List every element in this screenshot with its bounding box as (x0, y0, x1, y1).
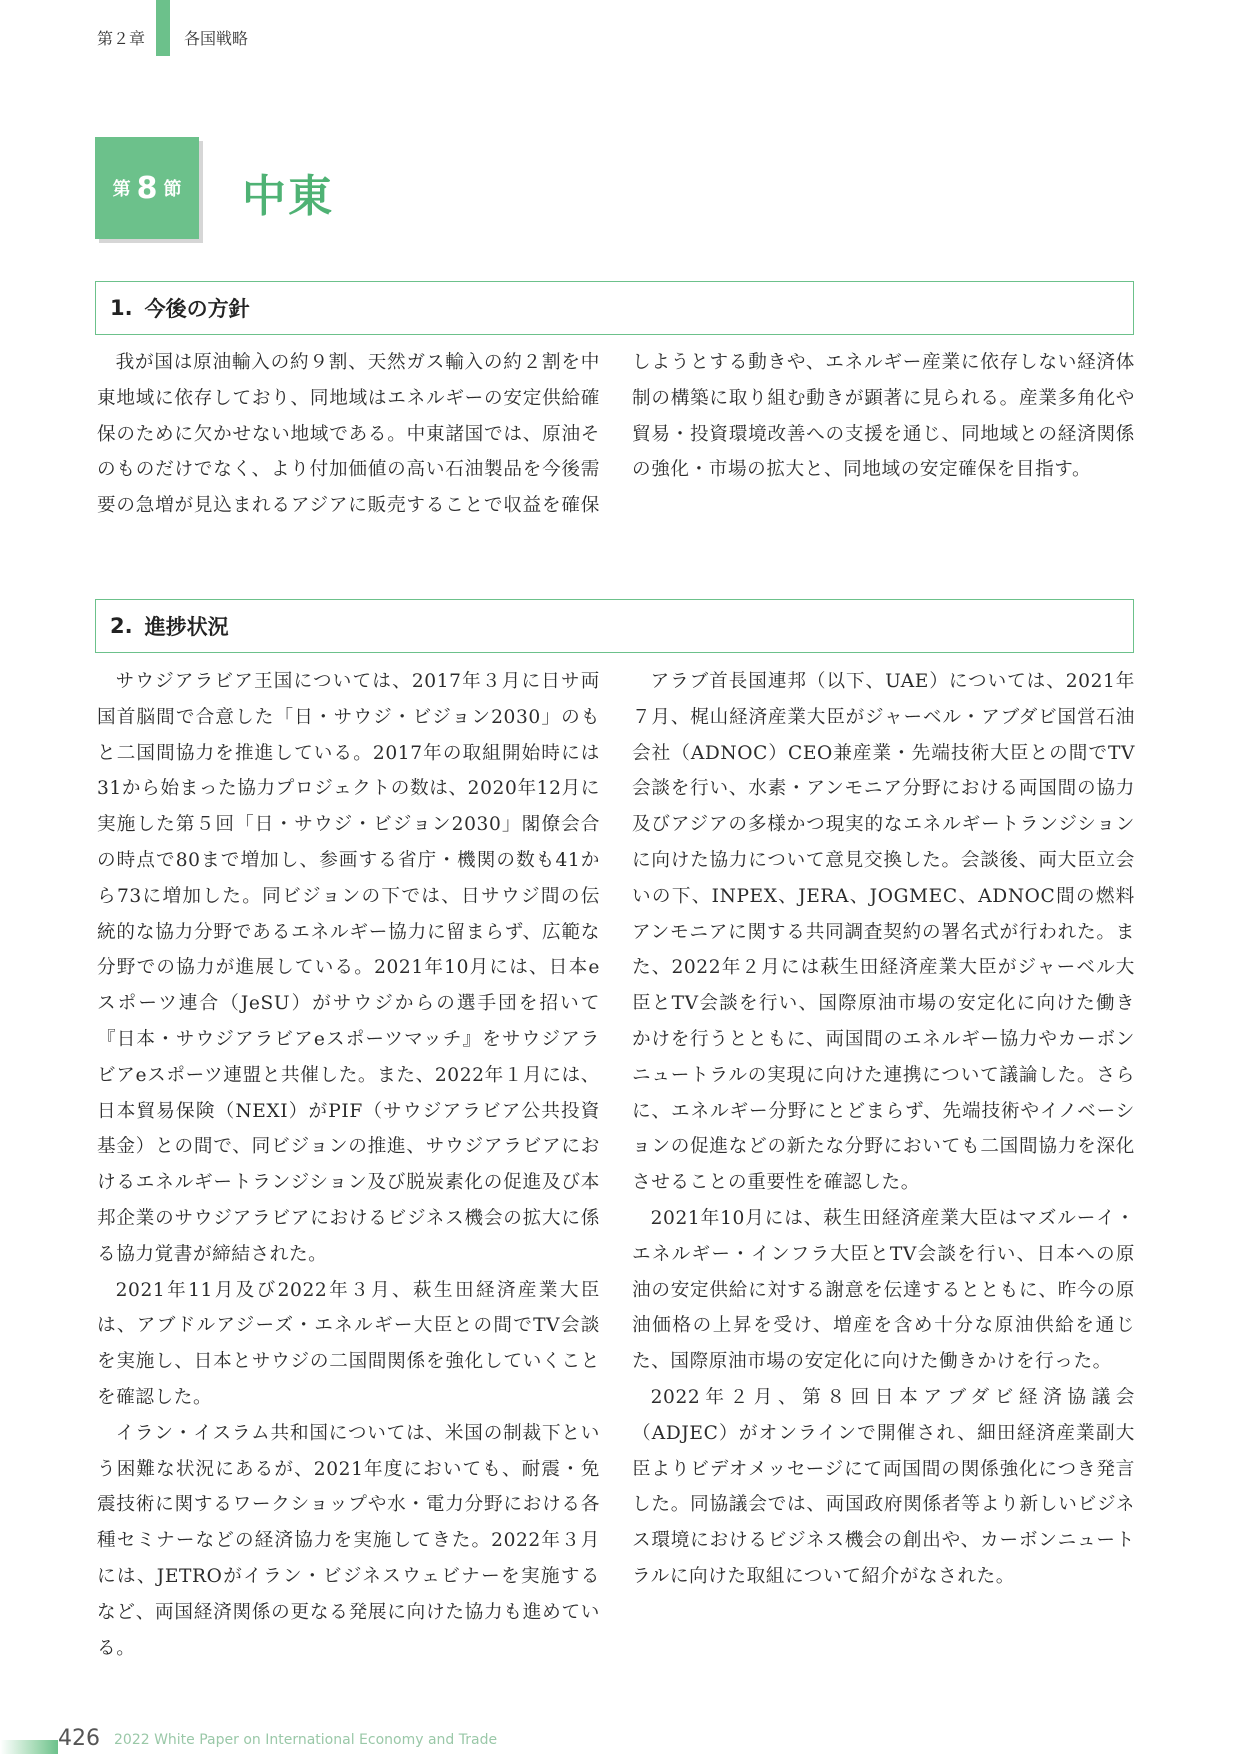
section-badge-number: 8 (136, 170, 158, 206)
policy-heading-number: 1. (110, 296, 133, 320)
saudi-tv-meeting-paragraph: 2021年11月及び2022年３月、萩生田経済産業大臣は、アブドルアジーズ・エネルギー大臣との間でTV会談を実施し、日本とサウジの二国間関係を強化していくことを確認した。 (97, 1279, 600, 1408)
section-title: 中東 (242, 171, 334, 222)
policy-heading-text: 今後の方針 (144, 297, 250, 321)
progress-heading (95, 599, 1134, 653)
policy-paragraph-continuation (632, 345, 1135, 488)
footer-accent-bar (0, 1740, 58, 1754)
iran-paragraph: イラン・イスラム共和国については、米国の制裁下という困難な状況にあるが、2021年度においても、耐震・免震技術に関するワークショップや水・電力分野における各種セミナーなどの経済協力を実施してきた。2022年３月には、JETROがイラン・ビジネスウェビナーを実施するなど、両国経済関係の更なる発展に向けた協力も進めている。 (97, 1422, 600, 1659)
uae-oct-meeting-paragraph: 2021年10月には、萩生田経済産業大臣はマズルーイ・エネルギー・インフラ大臣とTV会談を行い、日本への原油の安定供給に対する謝意を伝達するとともに、昨今の原油価格の上昇を受け、増産を含め十分な原油供給を通じた、国際原油市場の安定化に向けた働きかけを行った。 (632, 1207, 1135, 1373)
progress-heading-number: 2. (110, 614, 133, 638)
section-badge (95, 137, 199, 239)
uae-paragraph: アラブ首長国連邦（以下、UAE）については、2021年７月、梶山経済産業大臣がジャーベル・アブダビ国営石油会社（ADNOC）CEO兼産業・先端技術大臣との間でTV会談を行い、水素・アンモニア分野における両国間の協力及びアジアの多様かつ現実的なエネルギートランジションに向けた協力について意見交換した。会談後、両大臣立会いの下、INPEX、JERA、JOGMEC、ADNOC間の燃料アンモニアに関する共同調査契約の署名式が行われた。また、2022年２月には萩生田経済産業大臣がジャーベル大臣とTV会談を行い、国際原油市場の安定化に向けた働きかけを行うとともに、両国間のエネルギー協力やカーボンニュートラルの実現に向けた連携について議論した。さらに、エネルギー分野にとどまらず、先端技術やイノベーションの促進などの新たな分野においても二国間協力を深化させることの重要性を確認した。 (632, 671, 1135, 1194)
saudi-paragraph: サウジアラビア王国については、2017年３月に日サ両国首脳間で合意した「日・サウジ・ビジョン2030」のもと二国間協力を推進している。2017年の取組開始時には31から始まった協力プロジェクトの数は、2020年12月に実施した第５回「日・サウジ・ビジョン2030」閣僚会合の時点で80まで増加し、参画する省庁・機関の数も41から73に増加した。同ビジョンの下では、日サウジ間の伝統的な協力分野であるエネルギー協力に留まらず、広範な分野での協力が進展している。2021年10月には、日本eスポーツ連合（JeSU）がサウジからの選手団を招いて『日本・サウジアラビアeスポーツマッチ』をサウジアラビアeスポーツ連盟と共催した。また、2022年１月には、日本貿易保険（NEXI）がPIF（サウジアラビア公共投資基金）との間で、同ビジョンの推進、サウジアラビアにおけるエネルギートランジション及び脱炭素化の促進及び本邦企業のサウジアラビアにおけるビジネス機会の拡大に係る協力覚書が締結された。 (97, 671, 600, 1265)
policy-column-right (632, 345, 1135, 525)
policy-paragraph: 我が国は原油輸入の約９割、天然ガス輸入の約２割を中東地域に依存しており、同地域はエネルギーの安定供給確保のために欠かせない地域である。中東諸国では、原油そのものだけでなく、より付加価値の高い石油製品を今後需要の急増が見込まれるアジアに販売することで収益を確保 (97, 352, 600, 517)
section-category-label: 各国戦略 (184, 29, 249, 48)
policy-column-left (97, 345, 600, 525)
progress-heading-text: 進捗状況 (144, 615, 229, 639)
header-accent-bar (156, 0, 170, 56)
page-number: 426 (58, 1726, 100, 1751)
section-badge-suffix: 節 (163, 179, 182, 200)
progress-column-right (632, 664, 1135, 1704)
policy-paragraph-copy: しようとする動きや、エネルギー産業に依存しない経済体制の構築に取り組む動きが顕著に見られる。産業多角化や貿易・投資環境改善への支援を通じ、同地域との経済関係の強化・市場の拡大と、同地域の安定確保を目指す。 (632, 351, 1135, 481)
chapter-label: 第２章 (97, 29, 146, 48)
policy-heading (95, 281, 1134, 335)
section-badge-prefix: 第 (112, 179, 131, 200)
adjec-paragraph: 2022年２月、第８回日本アブダビ経済協議会（ADJEC）がオンラインで開催され、細田経済産業副大臣よりビデオメッセージにて両国間の関係強化につき発言した。同協議会では、両国政府関係者等より新しいビジネス環境におけるビジネス機会の創出や、カーボンニュートラルに向けた取組について紹介がなされた。 (632, 1386, 1135, 1587)
book-title: 2022 White Paper on International Economy and Trade (114, 1732, 498, 1748)
progress-column-left (97, 664, 600, 1704)
